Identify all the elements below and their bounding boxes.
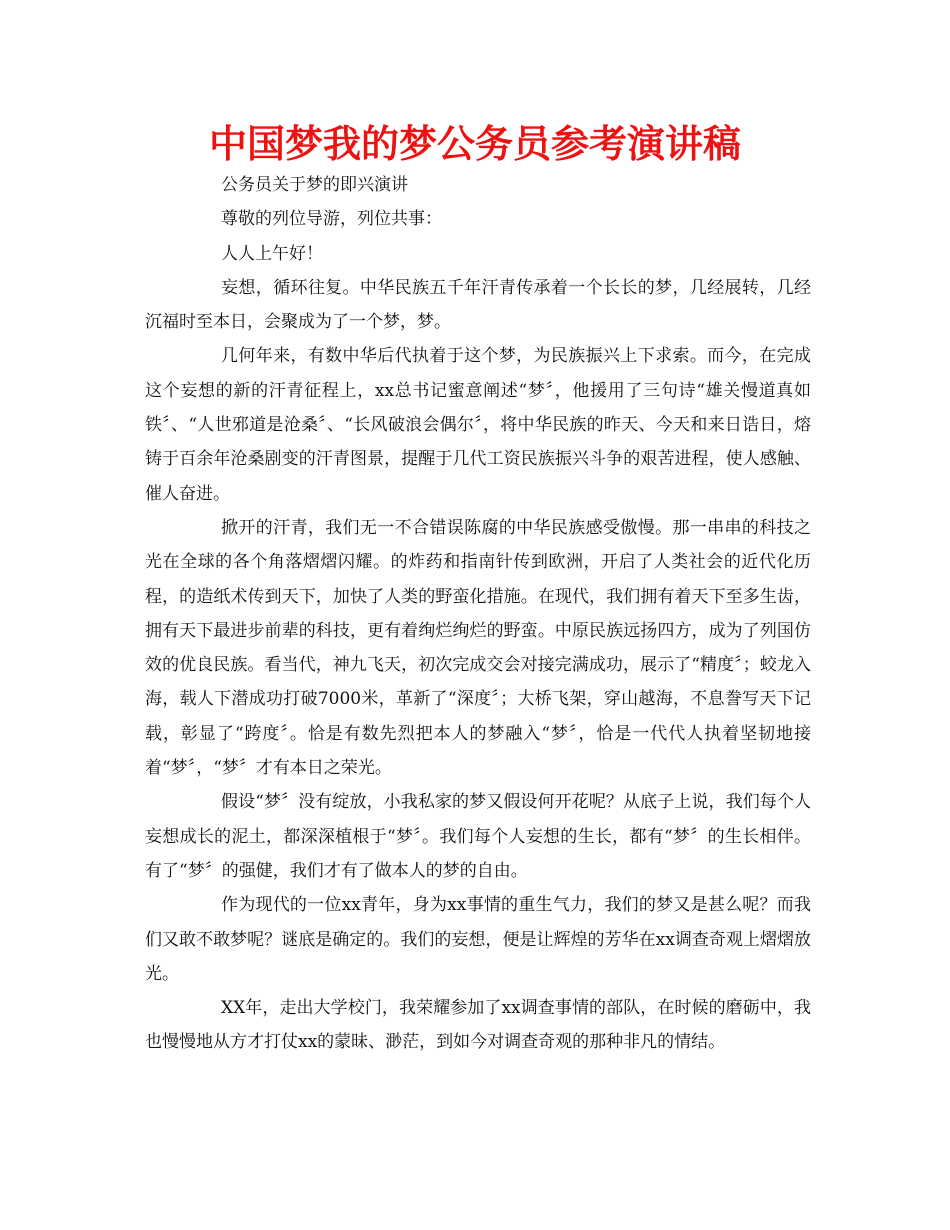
- paragraph: 作为现代的一位xx青年，身为xx事情的重生气力，我们的梦又是甚么呢？而我们又敢不敢梦呢？谜底是确定的。我们的妄想，便是让辉煌的芳华在xx调查奇观上熠熠放光。: [145, 895, 811, 984]
- paragraph: 假设“梦〞没有绽放，小我私家的梦又假设何开花呢？从底子上说，我们每个人妄想成长的泥土，都深深植根于“梦〞。我们每个人妄想的生长，都有“梦〞的生长相伴。有了“梦〞的强健，我们才有了做本人的梦的自由。: [145, 792, 811, 881]
- paragraph: 几何年来，有数中华后代执着于这个梦，为民族振兴上下求索。而今，在完成这个妄想的新的汗青征程上，xx总书记蜜意阐述“梦〞，他援用了三句诗“雄关慢道真如铁〞、“人世邪道是沧桑〞、“长风破浪会偶尔〞，将中华民族的昨天、今天和来日诰日，熔铸于百余年沧桑剧变的汗青图景，提醒于几代工资民族振兴斗争的艰苦进程，使人感触、催人奋进。: [145, 346, 811, 504]
- document-body: [145, 168, 811, 1060]
- paragraph: XX年，走出大学校门，我荣耀参加了xx调查事情的部队，在时候的磨砺中，我也慢慢地从方才打仗xx的蒙昧、渺茫，到如今对调查奇观的那种非凡的情结。: [145, 998, 811, 1053]
- document-title: 中国梦我的梦公务员参考演讲稿: [208, 122, 741, 166]
- paragraph-salutation: 尊敬的列位导游，列位共事：: [221, 209, 442, 230]
- paragraph-subtitle: 公务员关于梦的即兴演讲: [221, 175, 408, 195]
- paragraph: 妄想，循环往复。中华民族五千年汗青传承着一个长长的梦，几经展转，几经沉福时至本日，会聚成为了一个梦，梦。: [145, 277, 811, 333]
- paragraph-greeting: 人人上午好！: [221, 243, 323, 264]
- paragraph: 掀开的汗青，我们无一不合错误陈腐的中华民族感受傲慢。那一串串的科技之光在全球的各个角落熠熠闪耀。的炸药和指南针传到欧洲，开启了人类社会的近代化历程，的造纸术传到天下，加快了人类的野蛮化措施。在现代，我们拥有着天下至多生齿，拥有天下最进步前辈的科技，更有着绚烂绚烂的野蛮。中原民族远扬四方，成为了列国仿效的优良民族。看当代，神九飞天，初次完成交会对接完满成功，展示了“精度〞；蛟龙入海，载人下潜成功打破7000米，革新了“深度〞；大桥飞架，穿山越海，不息誊写天下记载，彰显了“跨度〞。恰是有数先烈把本人的梦融入“梦〞，恰是一代代人执着坚韧地接着“梦〞，“梦〞才有本日之荣光。: [145, 517, 811, 779]
